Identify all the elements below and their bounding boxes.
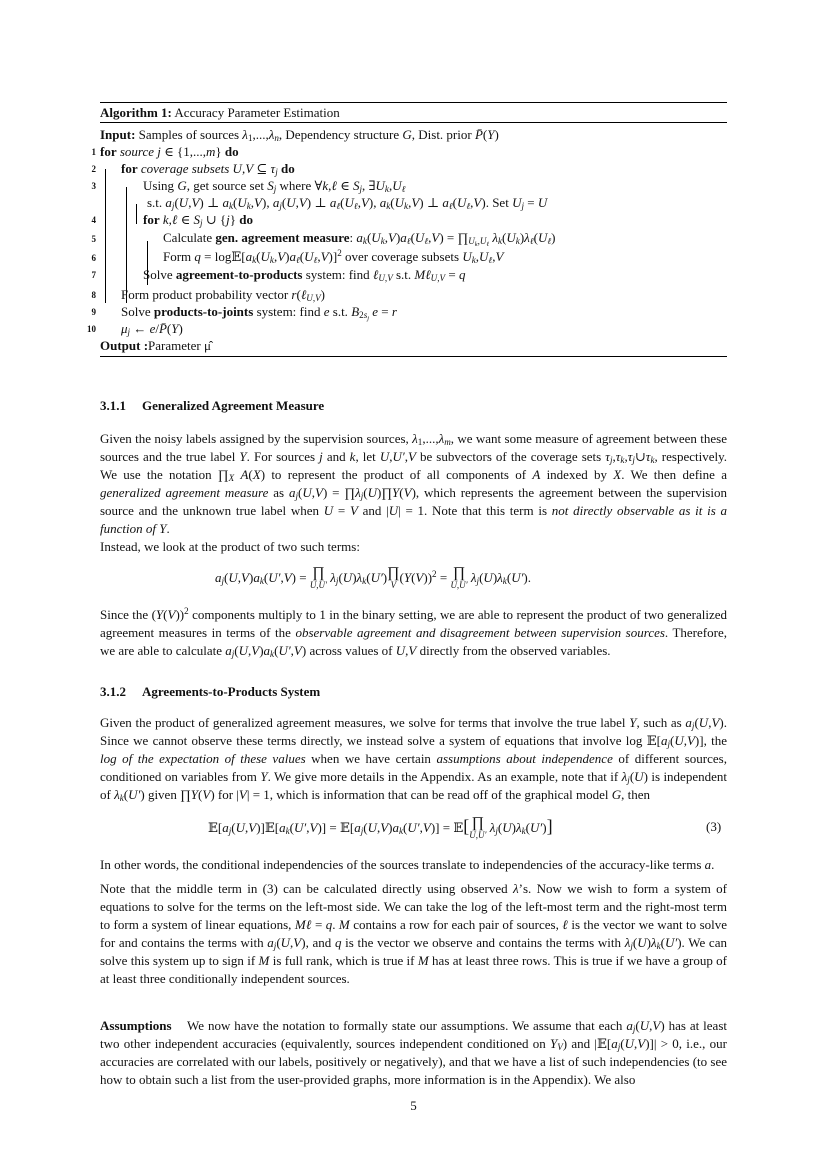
algorithm-line-4: 4 for k,ℓ ∈ $S_j$ ∪ {j} do bbox=[100, 211, 727, 228]
equation-3: $𝔼[a_j(U,V)]𝔼[a_k(U',V)]$ = $𝔼[a_j(U,V)a_k(U',V)]$ = 𝔼[ ∏ U,U′ $\lambda_j(U)\lambda_k(U')$] bbox=[208, 815, 553, 840]
paragraph-binary-setting: Since the $(Y(V))^2$ components multiply to 1 in the binary setting, we are able to represent the product of two generalized agreement measures in terms of the observable agreement and disagreement between supervision sources. Therefore, we are able to calculate $a_j(U,V)a_k(U',V)$ across values of U,V directly from the observed variables. bbox=[100, 606, 727, 659]
section-title: Generalized Agreement Measure bbox=[142, 398, 325, 413]
assumptions-label: Assumptions bbox=[100, 1018, 172, 1033]
line-number: 4 bbox=[91, 215, 96, 225]
equation-number: (3) bbox=[706, 819, 722, 834]
algorithm-output-line: Output :Parameter μ̂ bbox=[100, 338, 211, 353]
algorithm-line-3-cont: s.t. $a_j(U,V)$ ⊥ $a_k(U_k,V)$, $a_j(U,V)$ ⊥ $a_\ell(U_\ell,V)$, $a_k(U_k,V)$ ⊥ $a_\ell(U_\ell,V)$. Set $U_j = U$ bbox=[147, 195, 548, 211]
paragraph-instead: Instead, we look at the product of two such terms: bbox=[100, 539, 360, 554]
algorithm-line-7: 7 Solve agreement-to-products system: find ℓ$_{U,V}$ s.t. Mℓ$_{U,V}$ = q bbox=[100, 266, 727, 283]
line-number: 6 bbox=[91, 253, 96, 263]
section-number: 3.1.2 bbox=[100, 684, 126, 699]
algorithm-line-8: 8 Form product probability vector r(ℓ$_{U,V}$) bbox=[100, 286, 727, 303]
page-number: 5 bbox=[410, 1098, 417, 1113]
line-number: 3 bbox=[91, 181, 96, 191]
paragraph-agreement-intro: Given the noisy labels assigned by the supervision sources, $\lambda_1,...,\lambda_m$, we want some measure of agreement between these sources and the true label Y. For sources j and k, let U,U′,V be subvectors of the coverage sets $\tau_j,\tau_k,\tau_j\cup\tau_k$, respectively. We use the notation $\prod_X$ A(X) to represent the product of all components of A indexed by X. We then define a generalized agreement measure as $a_j(U,V)$ = $\prod\lambda_j(U)\prod Y(V)$, which represents the agreement between the supervision source and the unknown true label when U = V and |U| = 1. Note that this term is not directly observable as it is a function of Y. bbox=[100, 431, 728, 536]
algorithm-input-line: Input: Samples of sources $\lambda_1,...,\lambda_n$, Dependency structure G, Dist. prior P̄(Y) bbox=[100, 127, 499, 143]
paragraph-products: Given the product of generalized agreement measures, we solve for terms that involve the true label Y, such as $a_j(U,V)$. Since we cannot observe these terms directly, we instead solve a system of equations that involve $\log 𝔼[a_j(U,V)]$, the log of the expectation of these values when we have certain assumptions about independence of different sources, conditioned on variables from Y. We give more details in the Appendix. As an example, note that if $\lambda_j(U)$ is independent of $\lambda_k(U')$ given ∏Y(V) for |V| = 1, which is information that can be read off of the graphical model G, then bbox=[100, 715, 727, 803]
algorithm-line-6: 6 Form $q = \log 𝔼[a_k(U_k,V)a_\ell(U_\ell,V)]^2$ over coverage subsets $U_k,U_\ell,V$ bbox=[100, 247, 727, 266]
algorithm-lines bbox=[87, 123, 727, 354]
algorithm-box bbox=[87, 102, 727, 357]
line-number: 7 bbox=[91, 270, 96, 280]
section-title: Agreements-to-Products System bbox=[142, 684, 321, 699]
line-number: 10 bbox=[87, 324, 96, 334]
algorithm-line-2: 2 for coverage subsets U,V ⊆ $\tau_j$ do bbox=[100, 160, 727, 177]
algorithm-line-9: 9 Solve products-to-joints system: find e s.t. $B_{2s_j}$ e = r bbox=[100, 303, 727, 320]
section-number: 3.1.1 bbox=[100, 398, 126, 413]
algorithm-line-1: 1 for source j ∈ {1,...,m} do bbox=[100, 143, 727, 160]
algorithm-title: Algorithm 1: Accuracy Parameter Estimation bbox=[100, 105, 340, 120]
equation-product-of-two: $a_j(U,V)a_k(U',V)$ = ∏ U,U′ $\lambda_j(U)\lambda_k(U')$ ∏ V $(Y(V))^2$ = ∏ U,U′ $\lambda_j(U)\lambda_k(U')$. bbox=[215, 565, 532, 590]
paragraph-assumptions: Assumptions We now have the notation to formally state our assumptions. We assume that each $a_j(U,V)$ has at least two other independent accuracies (equivalently, sources independent conditioned on $Y_V$) and $|𝔼[a_j(U,V)]| > 0$, i.e., our accuracies are correlated with our labels, positively or negatively), and that we have a list of such independencies (to see how to obtain such a list from the user-provided graphs, more information is in the Appendix). We also bbox=[100, 1018, 728, 1087]
algorithm-line-10: 10 $\mu_j$ ← e/P̄(Y) bbox=[100, 320, 727, 337]
algorithm-line-3: 3 Using G, get source set $S_j$ where ∀k,ℓ ∈ $S_j$, $\exists U_k,U_\ell$ bbox=[100, 177, 727, 194]
algorithm-bottom-rule bbox=[100, 356, 727, 357]
algorithm-line-5: 5 Calculate gen. agreement measure: $a_k(U_k,V)a_\ell(U_\ell,V)$ = $\prod_{U_k,U_\ell}$ $\lambda_k(U_k)\lambda_\ell(U_\ell)$ bbox=[100, 228, 727, 247]
section-heading-3-1-1 bbox=[100, 397, 324, 415]
paragraph-in-other-words: In other words, the conditional independencies of the sources translate to independencies of the accuracy-like terms a. bbox=[100, 857, 715, 872]
section-heading-3-1-2 bbox=[100, 683, 320, 701]
line-number: 1 bbox=[91, 147, 96, 157]
line-number: 5 bbox=[91, 234, 96, 244]
line-number: 2 bbox=[91, 164, 96, 174]
paragraph-middle-term: Note that the middle term in (3) can be calculated directly using observed λ’s. Now we wish to form a system of equations to solve for the terms on the left-most side. We can take the log of the left-most term and the right-most term to form a system of linear equations, Mℓ = q. M contains a row for each pair of sources, ℓ is the vector we want to solve for and contains the terms with $a_j(U,V)$, and q is the vector we observe and contains the terms with $\lambda_j(U)\lambda_k(U')$. We can solve this system up to sign if M is full rank, which is true if M has at least three rows. This is true if we have a group of at least three conditionally independent sources. bbox=[100, 881, 728, 986]
line-number: 9 bbox=[91, 307, 96, 317]
line-number: 8 bbox=[91, 290, 96, 300]
